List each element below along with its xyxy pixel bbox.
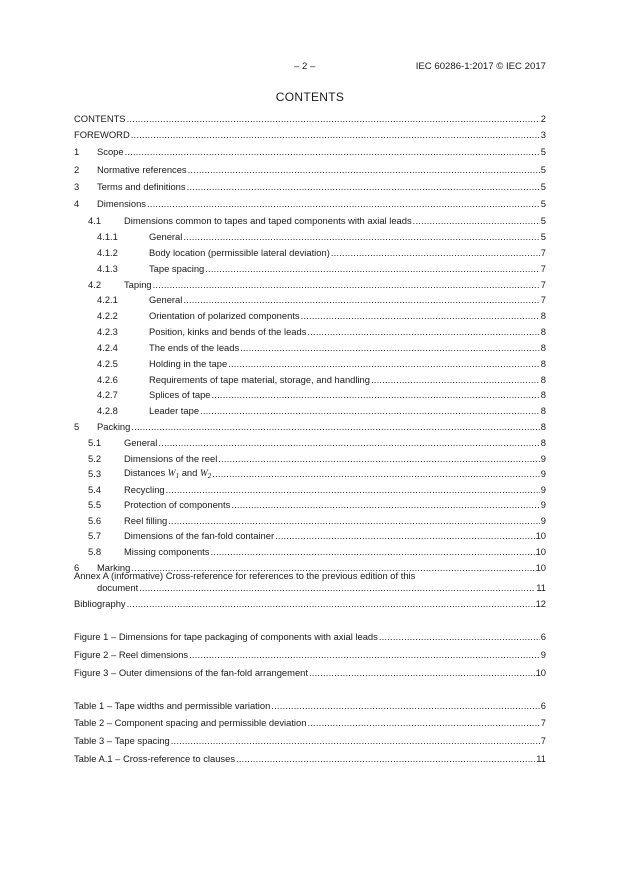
toc-entry-annex-a-continued[interactable] [74, 582, 546, 594]
toc-entry-label: Recycling [124, 484, 165, 495]
leader-dots [307, 326, 539, 338]
leader-dots [183, 231, 539, 243]
toc-entry-4-2-2[interactable] [74, 310, 546, 322]
toc-entry-4-2-1[interactable] [74, 294, 546, 306]
leader-dots [131, 421, 539, 433]
toc-entry-page: 5 [540, 164, 546, 175]
figure-entry-page: 10 [535, 667, 546, 678]
toc-entry-page: 8 [540, 389, 546, 400]
toc-entry-number: 6 [74, 562, 80, 573]
toc-entry-number: 5.5 [88, 499, 102, 510]
leader-dots [188, 164, 540, 176]
leader-dots [183, 294, 539, 306]
toc-entry-label: The ends of the leads [149, 342, 240, 353]
figure-entry-2[interactable] [74, 649, 546, 661]
toc-entry-4-2-5[interactable] [74, 358, 546, 370]
toc-entry-page: 8 [540, 326, 546, 337]
toc-entry-number: 4.2.2 [97, 310, 118, 321]
toc-entry-page: 8 [540, 405, 546, 416]
toc-entry-label: Annex A (informative) Cross-reference for references to the previous edition of this [74, 570, 416, 581]
leader-dots [236, 753, 535, 765]
toc-entry-5-8[interactable] [74, 546, 546, 558]
toc-entry-page: 7 [540, 294, 546, 305]
toc-entry-page: 7 [540, 279, 546, 290]
toc-entry-label: Holding in the tape [149, 358, 228, 369]
toc-entry-bibliography[interactable] [74, 598, 546, 610]
toc-entry-5-3[interactable] [74, 468, 546, 480]
label-prefix: Distances [124, 467, 166, 478]
leader-dots [307, 717, 539, 729]
toc-entry-label: Splices of tape [149, 389, 211, 400]
toc-entry-page: 8 [540, 421, 546, 432]
toc-entry-page: 10 [535, 546, 546, 557]
toc-entry-5-6[interactable] [74, 515, 546, 527]
toc-entry-label: General [149, 231, 183, 242]
toc-entry-5-7[interactable] [74, 530, 546, 542]
figure-entry-page: 9 [540, 649, 546, 660]
toc-entry-page: 8 [540, 374, 546, 385]
leader-dots [212, 468, 540, 480]
toc-entry-number: 4.2.8 [97, 405, 118, 416]
toc-entry-page: 10 [535, 530, 546, 541]
leader-dots [187, 181, 540, 193]
toc-entry-page: 12 [535, 598, 546, 609]
leader-dots [231, 499, 539, 511]
toc-entry-number: 5 [74, 421, 80, 432]
toc-entry-page: 5 [540, 215, 546, 226]
toc-entry-number: 2 [74, 164, 80, 175]
table-entry-page: 7 [540, 735, 546, 746]
toc-entry-page: 3 [540, 129, 546, 140]
toc-entry-number: 5.2 [88, 453, 102, 464]
leader-dots [212, 389, 540, 401]
toc-entry-page: 9 [540, 499, 546, 510]
toc-entry-number: 5.3 [88, 468, 102, 479]
toc-entry-4-2-6[interactable] [74, 374, 546, 386]
leader-dots [371, 374, 540, 386]
toc-entry-annex-a[interactable] [74, 570, 546, 582]
toc-entry-4-2[interactable] [74, 279, 546, 291]
toc-entry-label: FOREWORD [74, 129, 130, 140]
toc-entry-page: 10 [535, 562, 546, 573]
toc-entry-page: 5 [540, 198, 546, 209]
toc-entry-number: 4.2.5 [97, 358, 118, 369]
toc-entry-number: 4.1.2 [97, 247, 118, 258]
table-entry-3[interactable] [74, 735, 546, 747]
leader-dots [166, 484, 540, 496]
toc-entry-5-1[interactable] [74, 437, 546, 449]
table-entry-label: Table 1 – Tape widths and permissible variation [74, 700, 271, 711]
table-entry-label: Table 2 – Component spacing and permissible deviation [74, 717, 307, 728]
toc-entry-4-2-4[interactable] [74, 342, 546, 354]
toc-entry-4-2-3[interactable] [74, 326, 546, 338]
leader-dots [210, 546, 534, 558]
toc-entry-page: 7 [540, 263, 546, 274]
toc-entry-page: 8 [540, 358, 546, 369]
toc-entry-label: Scope [97, 146, 124, 157]
figure-entry-3[interactable] [74, 667, 546, 679]
toc-entry-page: 5 [540, 146, 546, 157]
toc-entry-label: Missing components [124, 546, 210, 557]
toc-entry-page: 2 [540, 113, 546, 124]
toc-entry-number: 4.2.6 [97, 374, 118, 385]
toc-entry-label: Leader tape [149, 405, 200, 416]
toc-entry-4-2-7[interactable] [74, 389, 546, 401]
leader-dots [171, 735, 540, 747]
toc-entry-label: Dimensions common to tapes and taped components with axial leads [124, 215, 412, 226]
toc-entry-page: 9 [540, 468, 546, 479]
toc-entry-page: 8 [540, 342, 546, 353]
figure-entry-page: 6 [540, 631, 546, 642]
toc-entry-5-4[interactable] [74, 484, 546, 496]
toc-entry-label: Protection of components [124, 499, 231, 510]
toc-entry-label: General [124, 437, 158, 448]
symbol-w2: $W_2$ [199, 469, 212, 480]
toc-entry-label: Bibliography [74, 598, 126, 609]
toc-entry-number: 4.2.4 [97, 342, 118, 353]
toc-entry-page: 9 [540, 453, 546, 464]
toc-entry-number: 4.2.7 [97, 389, 118, 400]
figure-entry-label: Figure 3 – Outer dimensions of the fan-fold arrangement [74, 667, 308, 678]
toc-entry-label: Terms and definitions [97, 181, 186, 192]
toc-entry-contents[interactable] [74, 113, 546, 125]
toc-entry-number: 4.2 [88, 279, 102, 290]
toc-entry-label: Requirements of tape material, storage, and handling [149, 374, 370, 385]
toc-entry-foreword[interactable] [74, 129, 546, 141]
toc-entry-label: Packing [97, 421, 131, 432]
leader-dots [125, 146, 540, 158]
leader-dots [379, 631, 540, 643]
toc-entry-number: 4 [74, 198, 80, 209]
toc-entry-label: Position, kinks and bends of the leads [149, 326, 307, 337]
leader-dots [139, 582, 535, 594]
table-entry-page: 6 [540, 700, 546, 711]
toc-entry-label: document [97, 582, 139, 593]
toc-entry-label: Normative references [97, 164, 187, 175]
toc-entry-label: CONTENTS [74, 113, 126, 124]
leader-dots [147, 198, 540, 210]
toc-entry-number: 4.2.3 [97, 326, 118, 337]
toc-entry-page: 5 [540, 181, 546, 192]
leader-dots [331, 247, 540, 259]
toc-entry-label: Tape spacing [149, 263, 205, 274]
toc-entry-number: 1 [74, 146, 80, 157]
leader-dots [218, 453, 540, 465]
leader-dots [200, 405, 540, 417]
leader-dots [153, 279, 540, 291]
symbol-w1: $W_1$ [167, 469, 180, 480]
leader-dots [275, 530, 534, 542]
table-entry-page: 11 [536, 753, 546, 764]
leader-dots [189, 649, 540, 661]
toc-entry-page: 5 [540, 231, 546, 242]
toc-entry-page: 9 [540, 484, 546, 495]
figure-entry-label: Figure 2 – Reel dimensions [74, 649, 189, 660]
leader-dots [127, 598, 535, 610]
toc-entry-number: 4.1 [88, 215, 102, 226]
toc-entry-4-1-3[interactable] [74, 263, 546, 275]
figure-entry-1[interactable] [74, 631, 546, 643]
toc-entry-number: 5.4 [88, 484, 102, 495]
toc-entry-4[interactable] [74, 198, 546, 210]
toc-entry-label: Dimensions of the fan-fold container [124, 530, 275, 541]
leader-dots [301, 310, 540, 322]
toc-entry-page: 7 [540, 247, 546, 258]
leader-dots [271, 700, 539, 712]
toc-entry-page: 8 [540, 310, 546, 321]
toc-entry-4-1-1[interactable] [74, 231, 546, 243]
toc-entry-1[interactable] [74, 146, 546, 158]
table-entry-label: Table A.1 – Cross-reference to clauses [74, 753, 236, 764]
table-entry-page: 7 [540, 717, 546, 728]
toc-entry-label: Orientation of polarized components [149, 310, 300, 321]
table-entry-1[interactable] [74, 700, 546, 712]
toc-entry-label [124, 467, 211, 480]
toc-entry-5-5[interactable] [74, 499, 546, 511]
toc-entry-label: Dimensions of the reel [124, 453, 218, 464]
toc-entry-label: Dimensions [97, 198, 146, 209]
label-and: and [181, 467, 198, 478]
toc-entry-label: Body location (permissible lateral deviation) [149, 247, 330, 258]
figure-entry-label: Figure 1 – Dimensions for tape packaging of components with axial leads [74, 631, 378, 642]
toc-entry-number: 4.2.1 [97, 294, 118, 305]
page-number: – 2 – [294, 61, 316, 72]
leader-dots [413, 215, 540, 227]
toc-entry-4-2-8[interactable] [74, 405, 546, 417]
table-entry-2[interactable] [74, 717, 546, 729]
toc-entry-4-1-2[interactable] [74, 247, 546, 259]
toc-entry-number: 5.8 [88, 546, 102, 557]
toc-entry-label: General [149, 294, 183, 305]
leader-dots [131, 129, 540, 141]
leader-dots [127, 113, 540, 125]
toc-entry-5-2[interactable] [74, 453, 546, 465]
toc-entry-page: 11 [536, 582, 546, 593]
toc-entry-5[interactable] [74, 421, 546, 433]
toc-entry-label: Reel filling [124, 515, 168, 526]
toc-entry-2[interactable] [74, 164, 546, 176]
toc-entry-label: Taping [124, 279, 152, 290]
toc-entry-3[interactable] [74, 181, 546, 193]
toc-entry-label: Marking [97, 562, 131, 573]
leader-dots [228, 358, 540, 370]
toc-entry-number: 3 [74, 181, 80, 192]
leader-dots [309, 667, 535, 679]
table-entry-label: Table 3 – Tape spacing [74, 735, 170, 746]
table-entry-a1[interactable] [74, 753, 546, 765]
leader-dots [158, 437, 539, 449]
toc-entry-number: 5.1 [88, 437, 102, 448]
toc-entry-number: 4.1.1 [97, 231, 118, 242]
leader-dots [205, 263, 540, 275]
toc-entry-4-1[interactable] [74, 215, 546, 227]
toc-entry-number: 4.1.3 [97, 263, 118, 274]
toc-entry-page: 9 [540, 515, 546, 526]
toc-entry-page: 8 [540, 437, 546, 448]
toc-entry-number: 5.6 [88, 515, 102, 526]
leader-dots [240, 342, 540, 354]
leader-dots [168, 515, 540, 527]
standard-reference: IEC 60286-1:2017 © IEC 2017 [415, 61, 546, 72]
page-title: CONTENTS [275, 90, 345, 104]
toc-entry-number: 5.7 [88, 530, 102, 541]
